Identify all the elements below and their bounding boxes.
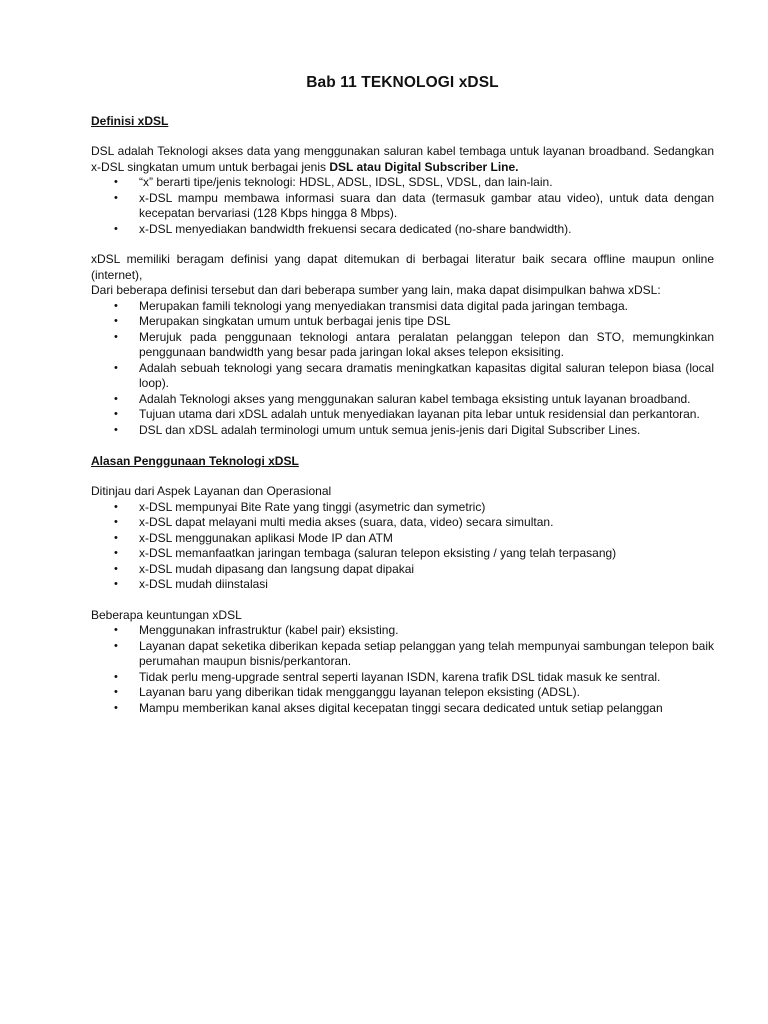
list-item-text: “x” berarti tipe/jenis teknologi: HDSL, ADSL, IDSL, SDSL, VDSL, dan lain-lain. [139, 175, 553, 189]
bullet-icon: • [114, 531, 118, 544]
intro-text: DSL adalah Teknologi akses data yang menggunakan saluran kabel tembaga untuk layanan broadband. Sedangkan x-DSL singkatan umum untuk berbagai jenis [91, 144, 714, 174]
list-item [91, 423, 714, 439]
list-item-text: Merupakan famili teknologi yang menyediakan transmisi data digital pada jaringan tembaga. [139, 298, 628, 313]
bullet-icon: • [114, 624, 118, 636]
list-item [91, 175, 714, 191]
list-item-text: x-DSL menyediakan bandwidth frekuensi secara dedicated (no-share bandwidth). [139, 221, 572, 236]
paragraph-definisi: xDSL memiliki beragam definisi yang dapat ditemukan di berbagai literatur baik secara offline maupun online (internet), [91, 252, 714, 282]
bullet-list-keuntungan [91, 623, 714, 716]
paragraph-kesimpulan: Dari beberapa definisi tersebut dan dari beberapa sumber yang lain, maka dapat disimpulkan bahwa xDSL: [91, 283, 661, 297]
list-item-text: x-DSL mudah dipasang dan langsung dapat dipakai [139, 561, 415, 576]
list-item [91, 299, 714, 315]
intro-bold-text: DSL atau Digital Subscriber Line. [329, 159, 519, 174]
list-item [91, 623, 714, 639]
section-heading-definisi: Definisi xDSL [91, 114, 169, 128]
list-item-text: Merujuk pada penggunaan teknologi antara peralatan pelanggan telepon dan STO, memungkinkan penggunaan bandwidth yang besar pada jaringan lokal akses telepon eksisiting. [139, 329, 714, 359]
bullet-icon: • [114, 516, 118, 528]
bullet-list-definisi [91, 175, 714, 237]
page-title: Bab 11 TEKNOLOGI xDSL [306, 74, 499, 91]
list-item [91, 222, 714, 238]
list-item [91, 531, 714, 547]
list-item [91, 314, 714, 330]
list-item [91, 685, 714, 701]
list-item [91, 407, 714, 423]
list-item [91, 500, 714, 516]
list-item-text: x-DSL mempunyai Bite Rate yang tinggi (asymetric dan symetric) [139, 499, 486, 514]
bullet-icon: • [114, 191, 118, 204]
list-item [91, 191, 714, 222]
bullet-icon: • [114, 361, 118, 374]
bullet-icon: • [114, 222, 118, 235]
list-item-text: Layanan dapat seketika diberikan kepada setiap pelanggan yang telah mempunyai sambungan telepon baik perumahan maupun bisnis/perkantoran. [139, 638, 714, 668]
list-item [91, 392, 714, 408]
bullet-icon: • [114, 578, 118, 590]
list-item [91, 670, 714, 686]
list-item-text: x-DSL mudah diinstalasi [139, 577, 268, 591]
bullet-icon: • [114, 299, 118, 312]
bullet-icon: • [114, 670, 118, 683]
bullet-icon: • [114, 562, 118, 575]
document-content [91, 74, 714, 716]
bullet-list-aspek [91, 500, 714, 593]
list-item-text: Tujuan utama dari xDSL adalah untuk menyediakan layanan pita lebar untuk residensial dan perkantoran. [139, 407, 700, 421]
list-item [91, 330, 714, 361]
bullet-icon: • [114, 330, 118, 343]
list-item [91, 361, 714, 392]
list-item [91, 701, 714, 717]
paragraph-intro [91, 144, 714, 175]
list-item-text: Merupakan singkatan umum untuk berbagai jenis tipe DSL [139, 314, 451, 328]
bullet-icon: • [114, 500, 118, 513]
list-item [91, 562, 714, 578]
bullet-icon: • [114, 701, 118, 714]
list-item-text: Adalah sebuah teknologi yang secara dramatis meningkatkan kapasitas digital saluran telepon biasa (local loop). [139, 360, 714, 390]
list-item-text: Tidak perlu meng-upgrade sentral seperti layanan ISDN, karena trafik DSL tidak masuk ke sentral. [139, 669, 661, 684]
bullet-icon: • [114, 639, 118, 652]
list-item-text: Mampu memberikan kanal akses digital kecepatan tinggi secara dedicated untuk setiap pelanggan [139, 700, 663, 715]
bullet-icon: • [114, 423, 118, 436]
list-item [91, 515, 714, 531]
list-item-text: x-DSL memanfaatkan jaringan tembaga (saluran telepon eksisting / yang telah terpasang) [139, 546, 617, 560]
bullet-icon: • [114, 315, 118, 327]
list-item-text: x-DSL menggunakan aplikasi Mode IP dan ATM [139, 530, 393, 545]
bullet-icon: • [114, 547, 118, 559]
list-item-text: x-DSL mampu membawa informasi suara dan data (termasuk gambar atau video), untuk data dengan kecepatan bervariasi (128 Kbps hingga 8 Mbps). [139, 190, 714, 220]
list-item [91, 546, 714, 562]
list-item-text: Menggunakan infrastruktur (kabel pair) eksisting. [139, 623, 399, 637]
bullet-icon: • [114, 686, 118, 698]
list-item [91, 577, 714, 593]
bullet-icon: • [114, 392, 118, 405]
bullet-list-kesimpulan [91, 299, 714, 439]
list-item-text: Layanan baru yang diberikan tidak mengganggu layanan telepon eksisting (ADSL). [139, 685, 580, 699]
bullet-icon: • [114, 408, 118, 420]
list-item-text: x-DSL dapat melayani multi media akses (suara, data, video) secara simultan. [139, 515, 554, 529]
paragraph-aspek: Ditinjau dari Aspek Layanan dan Operasional [91, 484, 332, 498]
paragraph-keuntungan: Beberapa keuntungan xDSL [91, 607, 242, 622]
list-item-text: Adalah Teknologi akses yang menggunakan saluran kabel tembaga eksisting untuk layanan broadband. [139, 391, 691, 406]
list-item-text: DSL dan xDSL adalah terminologi umum untuk semua jenis-jenis dari Digital Subscriber Lines. [139, 422, 641, 437]
list-item [91, 639, 714, 670]
section-heading-alasan: Alasan Penggunaan Teknologi xDSL [91, 454, 299, 468]
bullet-icon: • [114, 176, 118, 188]
